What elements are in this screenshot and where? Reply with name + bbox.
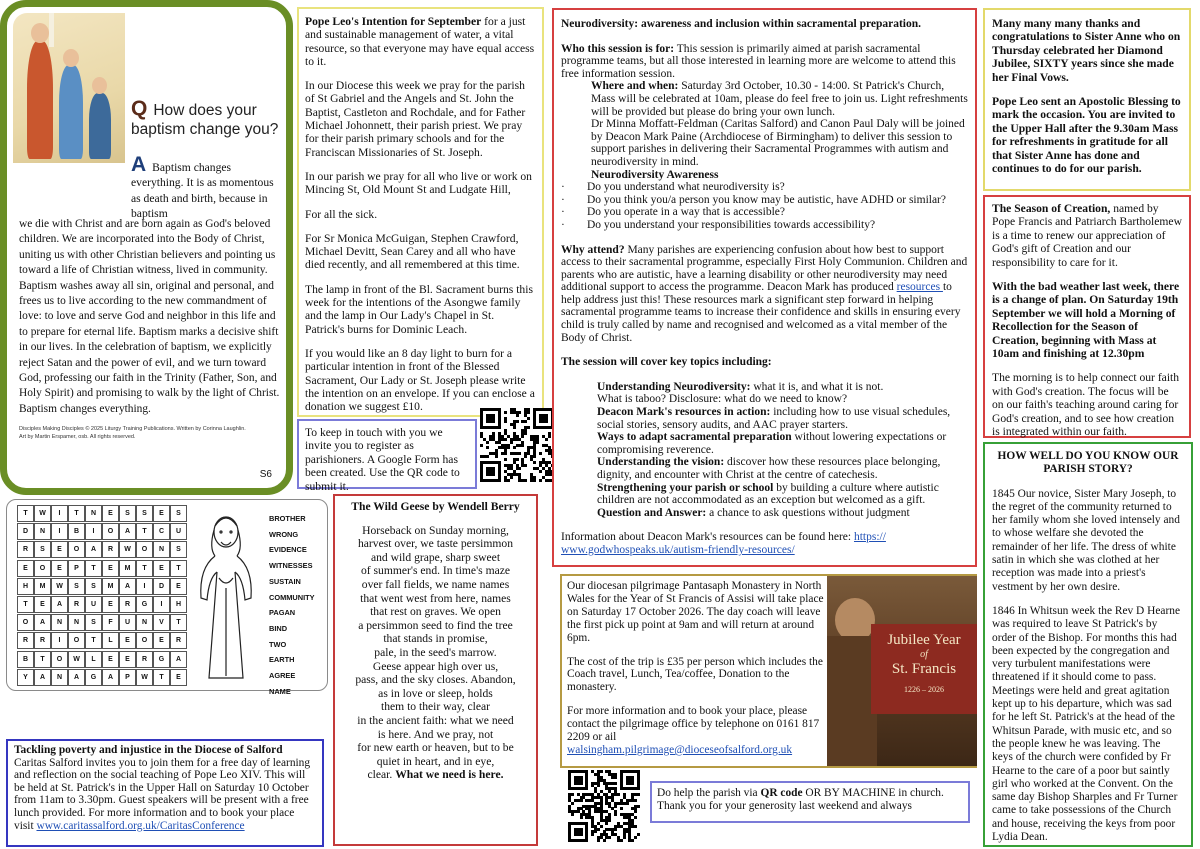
poem-line: over fall fields, we name names — [361, 577, 510, 591]
grid-cell: R — [119, 596, 136, 613]
parish-story — [983, 442, 1193, 847]
neuro-title: Neurodiversity: awareness and inclusion within sacramental preparation. — [561, 18, 922, 30]
topic-text: What is taboo? Disclosure: what do we need to know? — [597, 393, 848, 406]
grid-cell: E — [153, 632, 170, 649]
word-list-item: BIND — [269, 623, 288, 633]
grid-cell: A — [34, 669, 51, 686]
jubilee-title-plaque: Jubilee Year of St. Francis 1226 – 2026 — [871, 624, 977, 714]
topic-text: a chance to ask questions without judgment — [706, 506, 910, 519]
grid-cell: R — [68, 596, 85, 613]
poem-line: and wild grape, sharp sweet — [370, 550, 501, 564]
grid-cell: E — [170, 578, 187, 595]
grid-cell: E — [119, 632, 136, 649]
baptism-body: we die with Christ and are born again as God's beloved children. We are incorporated into the Body of Christ, uniting us with other Christian believers and pointing us toward a life of Christian witness, lived in community. Baptism washes away all sin, original and personal, and frees us to live according to the new commandment of love: to love and serve God and neighbor in this life and to prepare for eternal life. Baptism marks a decisive shift in our lives. In the celebration of baptism, we explicitly reject Satan and the power of evil, and we turn toward God, professing our faith in the Trinity (Father, Son, and Holy Spirit) and promising to walk by the light of Christ. Baptism changes everything. — [19, 218, 280, 415]
topic-text: without lowering expectations or compromising reverence. — [597, 431, 947, 456]
grid-cell: F — [102, 614, 119, 631]
grid-cell: O — [136, 541, 153, 558]
creation-morning: The morning is to help connect our faith with God's creation. The focus will be on our faith's teaching around caring for God's creation, and to see how creation is integrated within our faith. — [992, 371, 1180, 439]
grid-cell: E — [102, 596, 119, 613]
grid-cell: T — [170, 560, 187, 577]
pope-leo-intention — [297, 7, 544, 417]
grid-cell: E — [153, 505, 170, 522]
poem-line: Horseback on Sunday morning, — [362, 523, 509, 537]
grid-cell: W — [34, 505, 51, 522]
grid-cell: T — [85, 560, 102, 577]
why-text: Many parishes are experiencing confusion about how best to support access to their sacramental programme, especially First Holy Communion. Children and parents who are autistic, have a learning disability or other neurodiversity may need additional support to access the programme. Deacon Mark has produced — [561, 243, 968, 294]
grid-cell: W — [68, 651, 85, 668]
poem-line: that rest on graves. We open — [370, 605, 501, 619]
awareness-question: · Do you understand your responsibilities towards accessibility? — [561, 218, 876, 231]
grid-cell: A — [170, 651, 187, 668]
register-notice — [297, 419, 477, 493]
topic-label: Understanding Neurodiversity: — [597, 380, 751, 393]
register-text: To keep in touch with you we invite you to register as parishioners. A Google Form has been created. Use the QR code to submit it. — [305, 426, 460, 493]
grid-cell: L — [85, 651, 102, 668]
grid-cell: T — [85, 632, 102, 649]
word-list-item: COMMUNITY — [269, 592, 315, 602]
poverty-text: Caritas Salford invites you to join them for a free day of learning and reflection on the social teaching of Pope Leo XIV. This will be held at St. Patrick's in the Upper Hall on Saturday 10 October from 11am to 3.30pm. Guest speakers will be present with a free lunch provided. For more information and to book your place — [14, 756, 311, 819]
grid-cell: E — [17, 560, 34, 577]
word-list-item: PAGAN — [269, 608, 296, 618]
grid-cell: O — [68, 541, 85, 558]
grid-cell: R — [136, 651, 153, 668]
poem-line: pass, and the sky closes. Abandon, — [355, 673, 516, 687]
grid-cell: R — [17, 541, 34, 558]
grid-cell: T — [17, 596, 34, 613]
creation-intro: named by Pope Francis and Patriarch Bartholemew is a time to renew our appreciation of God's gift of Creation and our responsibility to care for it. — [992, 202, 1182, 269]
grid-cell: T — [34, 651, 51, 668]
poem-line: harvest over, we taste persimmon — [357, 537, 514, 551]
caritas-link[interactable]: www.caritassalford.org.uk/CaritasConference — [36, 819, 245, 832]
qr-code-label: QR code — [760, 787, 803, 799]
grid-cell: T — [153, 669, 170, 686]
grid-cell: I — [51, 632, 68, 649]
info-link[interactable]: https:// www.godwhospeaks.uk/autism-friendly-resources/ — [561, 531, 886, 556]
register-qr-code[interactable] — [480, 408, 554, 482]
grid-cell: O — [102, 523, 119, 540]
answer-intro-text: Baptism changes everything. It is as momentous as death and birth, because in baptism — [131, 161, 274, 220]
poem-line: that went west from here, names — [360, 591, 511, 605]
grid-cell: A — [51, 596, 68, 613]
season-of-creation — [983, 195, 1191, 438]
poem-title: The Wild Geese by Wendell Berry — [351, 500, 520, 513]
grid-cell: I — [51, 505, 68, 522]
story-1845: 1845 Our novice, Sister Mary Joseph, to the regret of the community returned to her family whom she loved intensely and to whose welfare she devoted the remainder of her life. The dress of white satin in which she was clothed at her reception was made into a priest's vestment by her own desire. — [992, 487, 1180, 593]
thanks-p1: Many many many thanks and congratulations to Sister Anne who on Thursday celebrated her Diamond Jubilee, SIXTY years since she made her Final Vows. — [992, 17, 1181, 84]
poem-line: for new earth or heaven, but to be — [357, 741, 514, 755]
baptism-panel — [0, 0, 293, 495]
word-list-item: WRONG — [269, 529, 299, 539]
grid-cell: E — [153, 560, 170, 577]
speakers-text: Dr Minna Moffatt-Feldman (Caritas Salford) and Canon Paul Daly will be joined by Deacon Mark Paine (Archdiocese of Birmingham) to deliver this session to support parishes in delivering their Sacramental Programmes with autism and neurodiversity in mind. — [591, 118, 965, 168]
word-search-list — [269, 511, 315, 699]
grid-cell: W — [51, 578, 68, 595]
grid-cell: R — [17, 632, 34, 649]
grid-cell: E — [102, 651, 119, 668]
pilgrimage-p3: For more information and to book your place, please contact the pilgrimage office by telephone on 0161 817 2209 or ail — [567, 705, 820, 744]
grid-cell: S — [170, 505, 187, 522]
grid-cell: H — [170, 596, 187, 613]
where-label: Where and when: — [591, 80, 679, 93]
word-list-item: BROTHER — [269, 514, 306, 523]
grid-cell: T — [136, 523, 153, 540]
grid-cell: R — [102, 541, 119, 558]
word-list-item: SUSTAIN — [269, 576, 301, 586]
jesus-figure-drawing — [195, 508, 257, 684]
poem-line: them to their way, clear — [380, 700, 491, 714]
poem-lines — [341, 524, 530, 769]
parish-prayer: In our parish we pray for all who live or work on Mincing St, Old Mount St and Ludgate Hill, — [305, 169, 532, 197]
page-number: S6 — [259, 469, 272, 480]
word-list-item: AGREE — [269, 671, 296, 681]
baptism-credit — [19, 425, 279, 441]
grid-cell: A — [34, 614, 51, 631]
grid-cell: B — [17, 651, 34, 668]
q-letter: Q — [131, 97, 148, 120]
grid-cell: M — [102, 578, 119, 595]
poem-line: of summer's end. In time's maze — [360, 564, 511, 578]
grid-cell: I — [153, 596, 170, 613]
word-search-puzzle — [6, 499, 328, 696]
grid-cell: C — [153, 523, 170, 540]
poem-line: Geese appear high over us, — [372, 659, 499, 673]
grid-cell: T — [136, 560, 153, 577]
grid-cell: P — [119, 669, 136, 686]
grid-cell: T — [68, 505, 85, 522]
pilgrimage-email[interactable]: walsingham.pilgrimage@dioceseofsalford.org.uk — [567, 743, 793, 756]
topic-label: Question and Answer: — [597, 506, 707, 519]
caritas-poverty-notice — [6, 739, 324, 847]
topic-label: Deacon Mark's resources in action: — [597, 406, 771, 419]
poem-line: as in love or sleep, holds — [378, 686, 493, 700]
story-1846: 1846 In Whitsun week the Rev D Hearne was required to leave St Patrick's by order of the Bishop. For months this had been expected by the congregation and very turbulent manifestations were threatened if it should come to pass. Meetings were held and great agitation kept up to his departure, which was sad for he left St. Patrick's at the head of the Whitsun Parade, with music etc, and so the people knew he was leaving. The keys of the church were confided by Fr Hearne to the care of a poor but saintly girl who worked at the Convent. On the same day Bishop Sharples and Fr Turner came to take possessions of the Church and house, receiving the keys from poor Lydia Dean. — [992, 604, 1181, 844]
grid-cell: G — [153, 651, 170, 668]
grid-cell: U — [170, 523, 187, 540]
word-list-item: EARTH — [269, 655, 295, 665]
wild-geese-poem — [333, 494, 538, 846]
grid-cell: I — [136, 578, 153, 595]
grid-cell: N — [51, 669, 68, 686]
donate-text-2: OR BY MACHINE in church. Thank you for your generosity last weekend and always — [657, 787, 944, 812]
grid-cell: G — [136, 596, 153, 613]
grid-cell: W — [136, 669, 153, 686]
grid-cell: G — [85, 669, 102, 686]
neurodiversity-notice — [552, 8, 977, 567]
topic-text: what it is, and what it is not. — [750, 380, 884, 393]
grid-cell: S — [85, 614, 102, 631]
grid-cell: U — [85, 596, 102, 613]
grid-cell: S — [34, 541, 51, 558]
a-letter: A — [131, 153, 147, 176]
donate-qr-code[interactable] — [568, 770, 640, 842]
grid-cell: U — [119, 614, 136, 631]
poverty-title: Tackling poverty and injustice in the Diocese of Salford — [14, 744, 283, 756]
why-text-2: to help address just this! These resources mark a significant step forward in helping sacramental programme teams to increase their confidence and skills in ensuring every child is truly called by name and recognised and welcomed as a vital member of the Body of Christ. — [561, 281, 961, 344]
info-text: Information about Deacon Mark's resources can be found here: — [561, 531, 854, 544]
grid-cell: H — [17, 578, 34, 595]
grid-cell: S — [136, 505, 153, 522]
who-text: This session is primarily aimed at parish sacramental programme teams, but all those interested in learning more are welcome to attend this free information session. — [561, 42, 956, 80]
topic-label: Understanding the vision: — [597, 456, 725, 469]
awareness-question: · Do you operate in a way that is accessible? — [561, 206, 785, 219]
grid-cell: A — [85, 541, 102, 558]
pilgrimage-notice — [560, 574, 977, 768]
grid-cell: M — [119, 560, 136, 577]
grid-cell: S — [119, 505, 136, 522]
poem-line: a persimmon seed to find the tree — [358, 618, 513, 632]
grid-cell: N — [153, 541, 170, 558]
topic-label: Strengthening your parish or school — [597, 481, 774, 494]
creation-title: The Season of Creation, — [992, 202, 1111, 215]
sick-prayer: For all the sick. — [305, 207, 378, 221]
grid-cell: N — [68, 614, 85, 631]
word-list-item: NAME — [269, 686, 291, 696]
awareness-title: Neurodiversity Awareness — [591, 168, 719, 181]
diocese-prayer: In our Diocese this week we pray for the parish of St Gabriel and the Angels and St. John the Baptist, Castleton and Rochdale, and for Father Michael Johonnett, their parish priest. We pray for their parish primary schools and for the Franciscan Missionaries of St. Joseph. — [305, 79, 526, 159]
grid-cell: R — [170, 632, 187, 649]
grid-cell: N — [85, 505, 102, 522]
grid-cell: T — [17, 505, 34, 522]
grid-cell: S — [85, 578, 102, 595]
grid-cell: E — [34, 596, 51, 613]
word-list-item: EVIDENCE — [269, 545, 307, 555]
topic-text: including how to use visual schedules, social stories, sensory audits, and AAC prayer starters. — [597, 406, 951, 431]
grid-cell: E — [170, 669, 187, 686]
credit-line-1: Disciples Making Disciples © 2025 Liturgy Training Publications. Written by Corinna Laughlin. — [19, 426, 246, 432]
grid-cell: M — [34, 578, 51, 595]
baptism-answer-intro — [131, 153, 281, 221]
sister-anne-thanks — [983, 8, 1191, 191]
grid-cell: D — [17, 523, 34, 540]
light-notice: If you would like an 8 day light to burn for a particular intention in front of the Blessed Sacrament, Our Lady or St. Joseph please write the intention on an envelope. If you can enclose a donation we suggest £10. — [305, 346, 535, 414]
poem-line: in the ancient faith: what we need — [357, 713, 514, 727]
poem-line: clear. What we need is here. — [367, 768, 504, 782]
grid-cell: T — [170, 614, 187, 631]
grid-cell: I — [51, 523, 68, 540]
grid-cell: O — [34, 560, 51, 577]
grid-cell: A — [119, 523, 136, 540]
grid-cell: O — [17, 614, 34, 631]
grid-cell: O — [51, 651, 68, 668]
awareness-question: · Do you understand what neurodiversity is? — [561, 181, 785, 194]
grid-cell: O — [68, 632, 85, 649]
grid-cell: A — [119, 578, 136, 595]
thanks-p2: Pope Leo sent an Apostolic Blessing to mark the occasion. You are invited to the Upper Hall after the 9.30am Mass for refreshments in gratitude for all that Sister Anne has done and continues to do for our parish. — [992, 95, 1181, 176]
pope-leo-title: Pope Leo's Intention for September — [305, 15, 482, 28]
grid-cell: W — [119, 541, 136, 558]
topic-text: discover how these resources place belonging, dignity, and encounter with Christ at the centre of catechesis. — [597, 456, 941, 481]
poem-line: quiet in heart, and in eye, — [376, 754, 495, 768]
grid-cell: E — [102, 505, 119, 522]
grid-cell: E — [102, 560, 119, 577]
poem-line: is here. And we pray, not — [377, 727, 494, 741]
why-label: Why attend? — [561, 243, 625, 256]
grid-cell: V — [153, 614, 170, 631]
grid-cell: O — [136, 632, 153, 649]
topic-label: Ways to adapt sacramental preparation — [597, 431, 792, 444]
credit-line-2: Art by Martin Erspamer, osb. All rights reserved. — [19, 434, 136, 440]
lamp-notice: The lamp in front of the Bl. Sacrament burns this week for the intentions of the Asongwe family and the lamp in Our Lady's Chapel in St. Patrick's burns for Dominic Leach. — [305, 282, 533, 336]
grid-cell: L — [102, 632, 119, 649]
pilgrimage-p2: The cost of the trip is £35 per person which includes the Coach travel, Lunch, Tea/coffee, Donation to the monastery. — [567, 655, 823, 694]
word-list-item: WITNESSES — [269, 561, 313, 571]
deceased-prayer: For Sr Monica McGuigan, Stephen Crawford, Michael Devitt, Sean Carey and all who have died recently, and all remembered at this time. — [305, 231, 520, 272]
grid-cell: R — [34, 632, 51, 649]
grid-cell: D — [153, 578, 170, 595]
grid-cell: N — [34, 523, 51, 540]
grid-cell: E — [51, 541, 68, 558]
awareness-question: · Do you think you/a person you know may be autistic, have ADHD or similar? — [561, 193, 946, 206]
grid-cell: S — [68, 578, 85, 595]
story-title: HOW WELL DO YOU KNOW OUR PARISH STORY? — [997, 450, 1179, 476]
question-text: How does your baptism change you? — [131, 102, 279, 138]
pilgrimage-p1: Our diocesan pilgrimage Pantasaph Monastery in North Wales for the Year of St Francis of Assisi will take place on Saturday 17 October 2026. The day coach will leave the first pick up point at 9am and will return at around 6pm. — [567, 580, 824, 644]
st-francis-painting — [827, 576, 977, 766]
baptism-family-illustration — [13, 13, 125, 163]
grid-cell: Y — [17, 669, 34, 686]
where-text: Saturday 3rd October, 10.30 - 14:00. St Patrick's Church, Mass will be celebrated at 10am, please do feel free to join us. Light refreshments will be provided but please do bring your own lunch. — [591, 80, 968, 118]
baptism-question — [131, 99, 281, 139]
pope-leo-intention-text: for a just and sustainable management of water, a vital resource, so that everyone may have equal access to it. — [305, 15, 535, 68]
grid-cell: E — [119, 651, 136, 668]
grid-cell: P — [68, 560, 85, 577]
poem-line: that stands in promise, — [383, 632, 488, 646]
word-list-item: TWO — [269, 639, 287, 649]
grid-cell: A — [68, 669, 85, 686]
grid-cell: B — [68, 523, 85, 540]
creation-change: With the bad weather last week, there is a change of plan. On Saturday 19th September we will hold a Morning of Recollection for the Season of Creation, beginning with Mass at 10am and finishing at 12.30pm — [992, 280, 1180, 361]
grid-cell: S — [170, 541, 187, 558]
who-label: Who this session is for: — [561, 42, 675, 55]
topics-title: The session will cover key topics including: — [561, 356, 772, 369]
grid-cell: A — [102, 669, 119, 686]
donation-notice — [650, 781, 970, 823]
grid-cell: E — [51, 560, 68, 577]
grid-cell: N — [51, 614, 68, 631]
poem-line: pale, in the seed's marrow. — [374, 645, 497, 659]
pilgrimage-text — [567, 580, 825, 757]
resources-link[interactable]: resources — [896, 281, 943, 294]
grid-cell: N — [136, 614, 153, 631]
donate-text: Do help the parish via — [657, 787, 761, 799]
topic-text: by building a culture where autistic children are not accommodated as an exception but welcomed as a gift. — [597, 481, 939, 507]
grid-cell: I — [85, 523, 102, 540]
visit-label: visit — [14, 819, 37, 832]
